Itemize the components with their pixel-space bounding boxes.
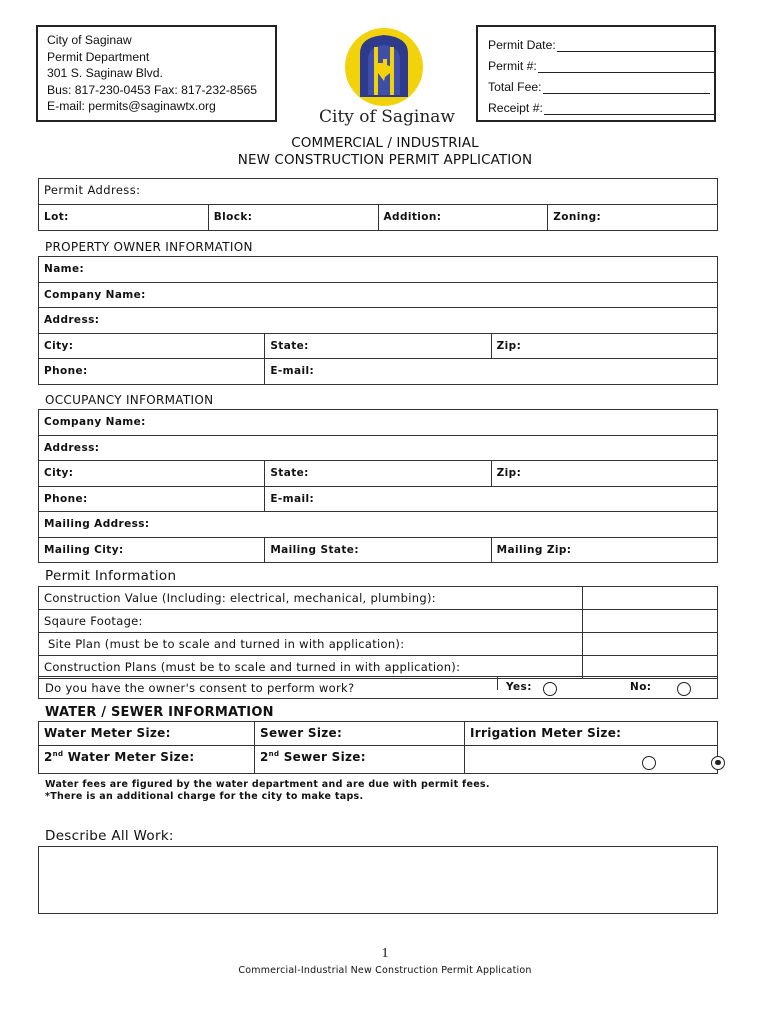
consent-no-radio[interactable] [677,682,691,696]
consent-row [38,676,718,699]
occupancy-section-heading: OCCUPANCY INFORMATION [45,393,214,407]
square-footage-label-cell: Sqaure Footage: [39,610,583,633]
construction-plans-label-cell: Construction Plans (must be to scale and turned in with application): [39,656,583,679]
permit-info-table [38,586,718,679]
permit-address-field[interactable]: Permit Address: [39,179,718,205]
form-title-line2: NEW CONSTRUCTION PERMIT APPLICATION [237,152,533,168]
owner-name-field[interactable]: Name: [39,257,718,283]
permit-number-field[interactable]: Permit #: [488,52,714,73]
occupancy-city-field[interactable]: City: [39,461,265,487]
contact-box [36,25,277,122]
permit-address-table [38,178,718,231]
city-seal-icon [316,23,456,111]
receipt-number-field[interactable]: Receipt #: [488,94,714,115]
owner-section-heading: PROPERTY OWNER INFORMATION [45,240,253,254]
permit-info-heading: Permit Information [45,568,177,584]
consent-divider [497,676,498,690]
construction-value-label-cell: Construction Value (Including: electrical, mechanical, plumbing): [39,587,583,610]
mailing-city-field[interactable]: Mailing City: [39,537,265,563]
total-fee-field[interactable]: Total Fee: [488,73,714,94]
addition-field[interactable]: Addition: [378,205,548,231]
consent-no-label: No: [630,681,652,693]
owner-email-field[interactable]: E-mail: [265,359,718,385]
irrigation-meter-size-field[interactable]: Irrigation Meter Size: [465,722,718,746]
water-section-heading: WATER / SEWER INFORMATION [45,705,274,720]
lot-field[interactable]: Lot: [39,205,209,231]
occupancy-address-field[interactable]: Address: [39,435,718,461]
irrigation-option-1-radio[interactable] [642,756,656,770]
site-plan-field[interactable] [583,633,718,656]
owner-company-field[interactable]: Company Name: [39,282,718,308]
irrigation-option-2-radio[interactable] [711,756,725,770]
occupancy-table [38,409,718,563]
logo-wordmark: City of Saginaw [319,107,455,127]
occupancy-state-field[interactable]: State: [265,461,491,487]
water-fees-note: Water fees are figured by the water department and are due with permit fees. [45,779,490,790]
mailing-address-field[interactable]: Mailing Address: [39,512,718,538]
contact-line-address: 301 S. Saginaw Blvd. [47,66,163,80]
permit-date-field[interactable]: Permit Date: [488,31,714,52]
second-sewer-size-field[interactable]: 2nd Sewer Size: [255,746,465,774]
square-footage-field[interactable] [583,610,718,633]
second-water-meter-size-field[interactable]: 2nd Water Meter Size: [39,746,255,774]
describe-work-textarea[interactable] [38,846,718,914]
consent-question: Do you have the owner's consent to perform work? [45,681,355,695]
describe-work-heading: Describe All Work: [45,828,174,844]
occupancy-zip-field[interactable]: Zip: [491,461,717,487]
contact-line-department: Permit Department [47,49,150,64]
office-use-box [476,25,716,122]
water-table [38,721,718,774]
site-plan-label-cell: Site Plan (must be to scale and turned in with application): [39,633,583,656]
zoning-field[interactable]: Zoning: [548,205,718,231]
owner-address-field[interactable]: Address: [39,308,718,334]
owner-phone-field[interactable]: Phone: [39,359,265,385]
owner-city-field[interactable]: City: [39,333,265,359]
water-meter-size-field[interactable]: Water Meter Size: [39,722,255,746]
owner-zip-field[interactable]: Zip: [491,333,717,359]
block-field[interactable]: Block: [208,205,378,231]
contact-line-city: City of Saginaw [47,33,132,47]
sewer-size-field[interactable]: Sewer Size: [255,722,465,746]
occupancy-company-field[interactable]: Company Name: [39,410,718,436]
occupancy-phone-field[interactable]: Phone: [39,486,265,512]
mailing-zip-field[interactable]: Mailing Zip: [491,537,717,563]
form-title [0,135,770,169]
contact-line-email: E-mail: permits@saginawtx.org [47,99,216,113]
page-number: 1 [381,946,389,961]
owner-state-field[interactable]: State: [265,333,491,359]
mailing-state-field[interactable]: Mailing State: [265,537,491,563]
taps-charge-note: *There is an additional charge for the city to make taps. [45,791,364,802]
occupancy-email-field[interactable]: E-mail: [265,486,718,512]
consent-yes-label: Yes: [506,681,532,693]
construction-value-field[interactable] [583,587,718,610]
city-logo [316,23,456,131]
irrigation-options-cell [465,746,718,774]
contact-line-phone-fax: Bus: 817-230-0453 Fax: 817-232-8565 [47,82,258,97]
owner-table [38,256,718,385]
footer-caption: Commercial-Industrial New Construction Permit Application [238,965,532,976]
form-title-line1: COMMERCIAL / INDUSTRIAL [291,135,479,151]
consent-yes-radio[interactable] [543,682,557,696]
